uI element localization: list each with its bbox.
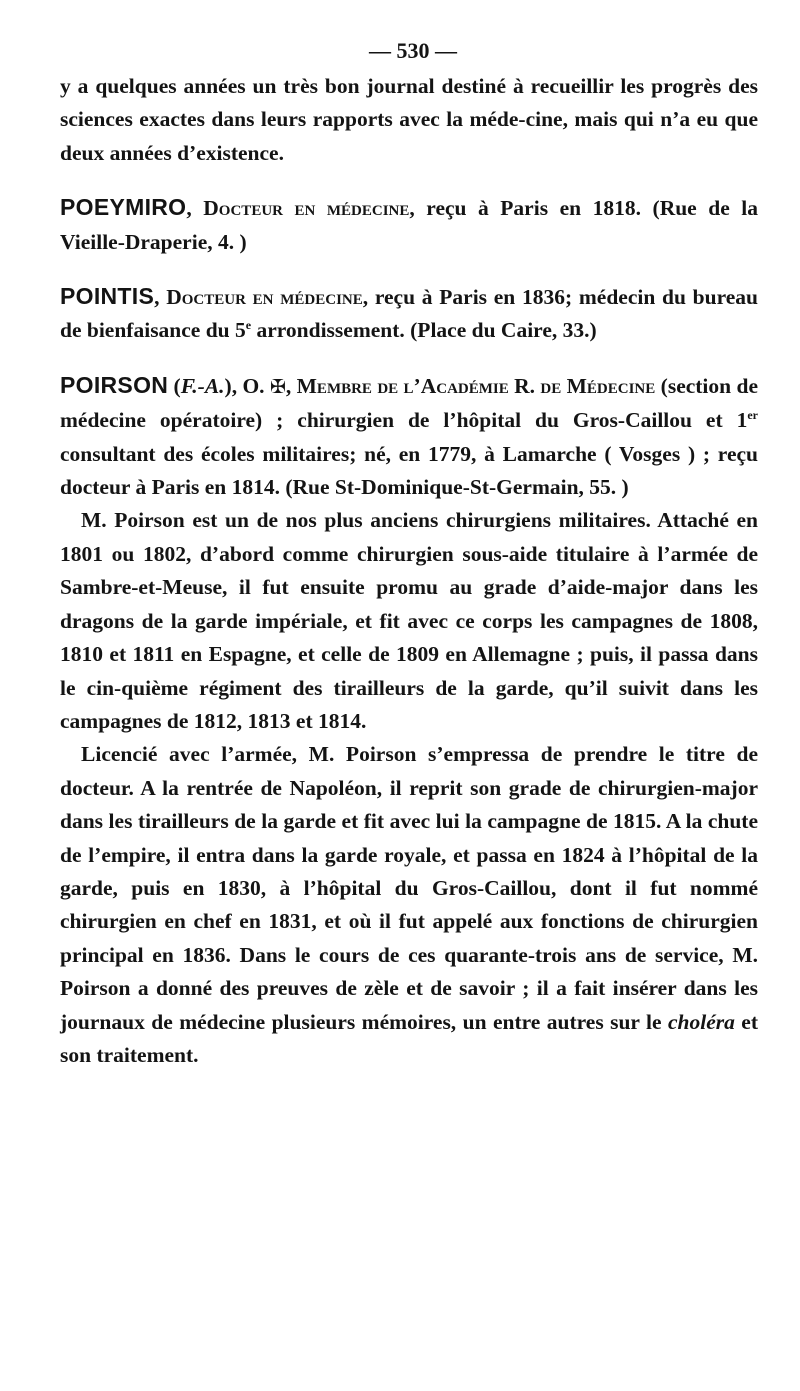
entry-text: ,: [285, 373, 297, 398]
cross-of-honor-icon: ✠: [269, 375, 286, 398]
entry-text: , reçu à Paris en 1818. (Rue de la Vieille-Draperie, 4. ): [60, 196, 759, 254]
paragraph-journal-end: y a quelques années un très bon journal destiné à recueillir les progrès des sciences exactes dans leurs rapports avec la méde-cine, mais qui n’a eu que deux années d’existence.: [60, 74, 758, 165]
entry-poirson: [60, 369, 758, 505]
entry-title: Docteur en médecine: [203, 196, 410, 221]
superscript: er: [747, 408, 758, 423]
entry-text: arrondissement. (Place du Caire, 33.): [251, 318, 597, 343]
page-number: — 530 —: [369, 38, 457, 63]
entry-title: Membre de l’Académie: [296, 373, 509, 398]
paragraph-text: et son traitement.: [60, 1009, 759, 1067]
entry-title: Docteur en médecine: [166, 285, 363, 310]
entry-pointis: [60, 280, 758, 348]
entry-poeymiro: [60, 191, 758, 259]
entry-text: ), O.: [224, 373, 270, 398]
entry-title: de Médecine: [540, 373, 656, 398]
paragraph-later-career: [60, 738, 758, 1072]
entry-text: , reçu à Paris en 1836; médecin du bureau de bienfaisance du 5: [60, 285, 758, 343]
entry-text: R.: [508, 373, 541, 398]
paragraph-text: Licencié avec l’armée, M. Poirson s’empressa de prendre le titre de docteur. A la rentrée de Napoléon, il reprit son grade de chirurgien-major dans les tirailleurs de la garde et fit avec lui la campagne de 1815. A la chute de l’empire, il entra dans la garde royale, et passa en 1824 à l’hôpital de la garde, puis en 1830, à l’hôpital du Gros-Caillou, dont il fut nommé chirurgien en chef en 1831, et où il fut appelé aux fonctions de chirurgien principal en 1836. Dans le cours de ces quarante-trois ans de service, M. Poirson a donné des preuves de zèle et de savoir ; il a fait insérer dans les journaux de médecine plusieurs mémoires, un entre autres sur le: [60, 742, 758, 1034]
paragraph-military-career: M. Poirson est un de nos plus anciens chirurgiens militaires. Attaché en 1801 ou 1802, d’abord comme chirurgien sous-aide titulaire à l’armée de Sambre-et-Meuse, il fut ensuite promu au grade d’aide-major dans les dragons de la garde impériale, et fit avec ce corps les campagnes de 1808, 1810 et 1811 en Espagne, et celle de 1809 en Allemagne ; puis, il passa dans le cin-quième régiment des tirailleurs de la garde, qu’il suivit dans les campagnes de 1812, 1813 et 1814.: [60, 508, 758, 733]
entry-separator: ,: [186, 196, 204, 221]
superscript: e: [245, 318, 252, 333]
entry-text: (section de médecine opératoire) ; chirurgien de l’hôpital du Gros-Caillou et 1: [60, 373, 758, 433]
entry-text: (: [168, 373, 181, 398]
entry-name: POINTIS: [60, 283, 155, 310]
entry-name: POIRSON: [60, 371, 169, 398]
entry-initials: F.-A.: [180, 373, 225, 398]
entry-name: POEYMIRO: [60, 194, 187, 221]
entry-text: consultant des écoles militaires; né, en 1779, à Lamarche ( Vosges ) ; reçu docteur à Paris en 1814. (Rue St-Dominique-St-Germain, 55. ): [60, 441, 758, 500]
entry-separator: ,: [154, 285, 167, 310]
italic-term: choléra: [667, 1009, 735, 1034]
